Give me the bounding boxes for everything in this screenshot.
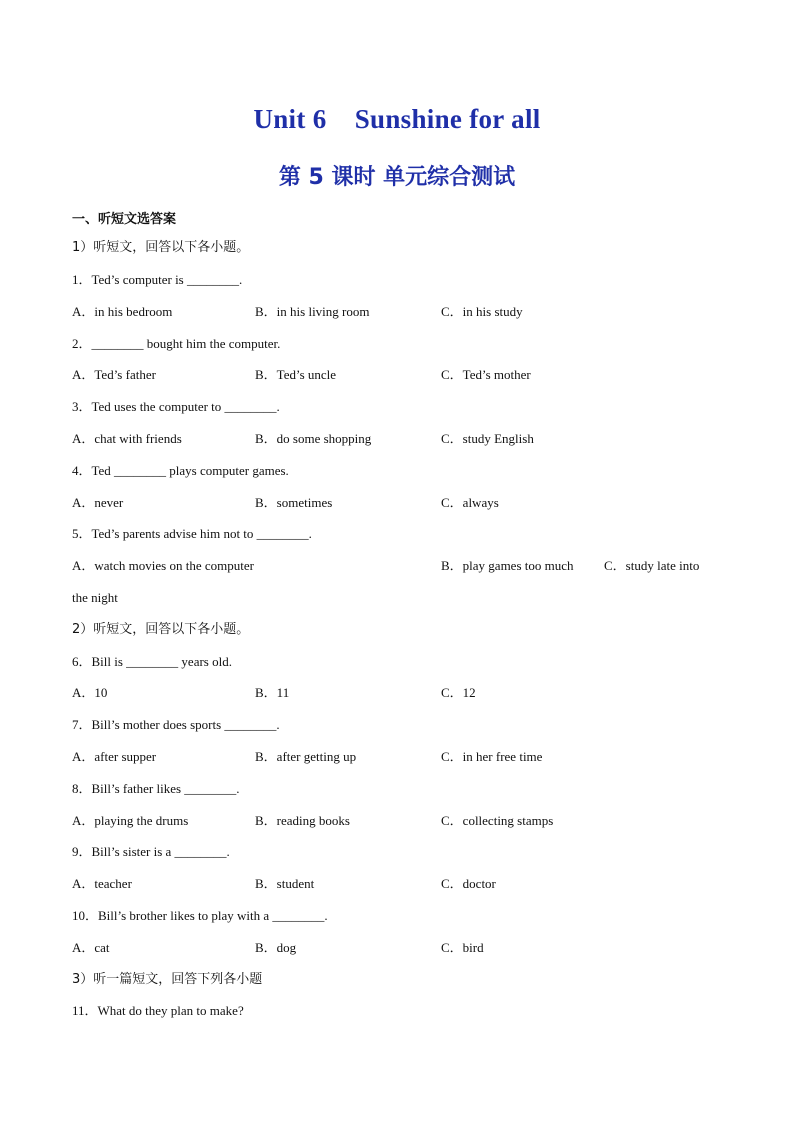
option-b: B．play games too much [441, 558, 574, 573]
option-b: B．Ted’s uncle [255, 367, 337, 382]
option-c: C．in her free time [441, 749, 543, 764]
option-a: A．chat with friends [72, 431, 182, 446]
option-b: B．11 [255, 685, 290, 700]
option-b: B．reading books [255, 813, 350, 828]
part-instruction: 2）听短文，回答以下各小题。 [72, 622, 250, 637]
part-instruction: 3）听一篇短文，回答下列各小题 [72, 972, 263, 987]
option-a: A．playing the drums [72, 813, 189, 828]
section-heading: 一、听短文选答案 [72, 212, 177, 227]
option-c: C．12 [441, 685, 476, 700]
question-text: 2．________ bought him the computer. [72, 336, 281, 351]
option-a: A．10 [72, 685, 108, 700]
question-text: 7．Bill’s mother does sports ________. [72, 717, 280, 732]
option-b: B．after getting up [255, 749, 357, 764]
option-c: C．doctor [441, 876, 496, 891]
question-text: 8．Bill’s father likes ________. [72, 781, 240, 796]
question-text: 9．Bill’s sister is a ________. [72, 844, 230, 859]
option-a: A．never [72, 495, 124, 510]
option-b: B．in his living room [255, 304, 370, 319]
option-c: C．Ted’s mother [441, 367, 531, 382]
option-a: A．watch movies on the computer [72, 558, 254, 573]
question-text: 6．Bill is ________ years old. [72, 654, 232, 669]
option-a: A．after supper [72, 749, 157, 764]
option-c: C．bird [441, 940, 484, 955]
question-text: 3．Ted uses the computer to ________. [72, 399, 280, 414]
page-title: Unit 6 Sunshine for all [253, 104, 541, 134]
option-b: B．sometimes [255, 495, 333, 510]
option-b: B．do some shopping [255, 431, 372, 446]
question-text: 1．Ted’s computer is ________. [72, 272, 243, 287]
option-b: B．dog [255, 940, 297, 955]
option-c: C．always [441, 495, 499, 510]
option-c: C．study English [441, 431, 534, 446]
option-continuation: the night [72, 590, 118, 605]
question-text: 4．Ted ________ plays computer games. [72, 463, 289, 478]
option-a: A．cat [72, 940, 110, 955]
page-subtitle: 第 5 课时 单元综合测试 [278, 165, 516, 190]
part-instruction: 1）听短文，回答以下各小题。 [72, 240, 250, 255]
question-text: 10．Bill’s brother likes to play with a ________. [72, 908, 328, 923]
option-c: C．collecting stamps [441, 813, 554, 828]
question-text: 5．Ted’s parents advise him not to ________. [72, 526, 312, 541]
option-a: A．in his bedroom [72, 304, 173, 319]
option-c: C．in his study [441, 304, 523, 319]
question-text: 11．What do they plan to make? [72, 1003, 244, 1018]
option-a: A．Ted’s father [72, 367, 156, 382]
option-b: B．student [255, 876, 315, 891]
option-a: A．teacher [72, 876, 132, 891]
option-c: C．study late into [604, 558, 700, 573]
